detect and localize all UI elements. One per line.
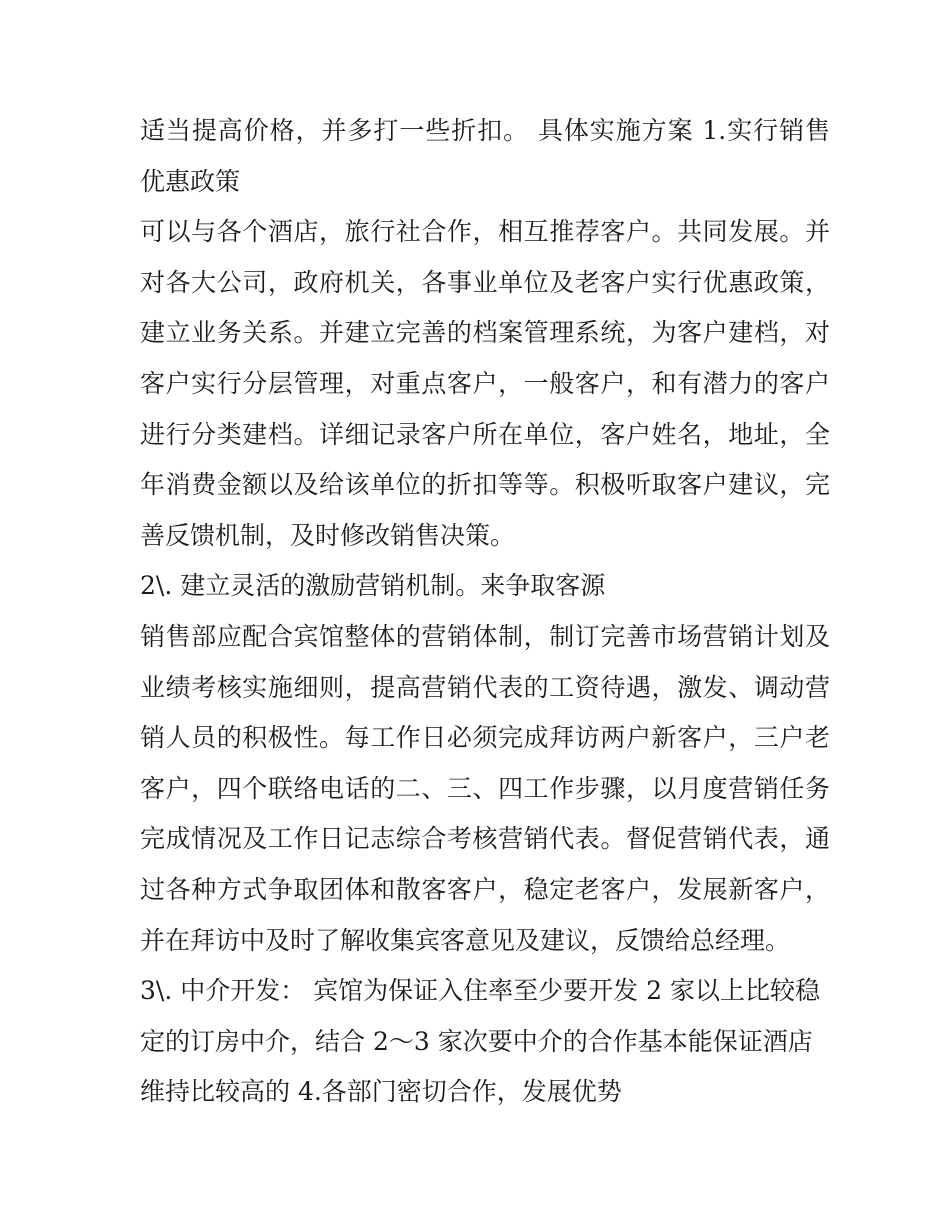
text-line: 销人员的积极性。每工作日必须完成拜访两户新客户，三户老: [140, 723, 830, 753]
text-line: 年消费金额以及给该单位的折扣等等。积极听取客户建议，完: [140, 470, 830, 500]
text-line: 可以与各个酒店，旅行社合作，相互推荐客户。共同发展。并: [140, 217, 830, 247]
text-line: 适当提高价格，并多打一些折扣。 具体实施方案 1.实行销售: [140, 116, 830, 145]
text-line: 客户实行分层管理，对重点客户，一般客户，和有潜力的客户: [140, 368, 830, 398]
text-line: 客户，四个联络电话的二、三、四工作步骤，以月度营销任务: [140, 773, 830, 803]
text-line: 建立业务关系。并建立完善的档案管理系统，为客户建档，对: [140, 318, 830, 348]
text-line: 定的订房中介，结合 2～3 家次要中介的合作基本能保证酒店: [140, 1026, 813, 1056]
text-line: 并在拜访中及时了解收集宾客意见及建议，反馈给总经理。: [140, 925, 791, 955]
text-line: 过各种方式争取团体和散客客户，稳定老客户，发展新客户，: [140, 874, 830, 904]
section-heading: 3\. 中介开发： 宾馆为保证入住率至少要开发 2 家以上比较稳: [140, 976, 820, 1006]
document-body: [140, 106, 830, 1118]
text-line: 对各大公司，政府机关，各事业单位及老客户实行优惠政策，: [140, 267, 830, 297]
section-heading: 2\. 建立灵活的激励营销机制。来争取客源: [140, 571, 606, 601]
text-line: 完成情况及工作日记志综合考核营销代表。督促营销代表，通: [140, 824, 830, 854]
text-line: 销售部应配合宾馆整体的营销体制，制订完善市场营销计划及: [140, 621, 830, 651]
text-line: 善反馈机制，及时修改销售决策。: [140, 520, 516, 550]
text-line: 优惠政策: [140, 166, 241, 196]
text-line: 进行分类建档。详细记录客户所在单位，客户姓名，地址，全: [140, 419, 830, 449]
text-line: 业绩考核实施细则，提高营销代表的工资待遇，激发、调动营: [140, 672, 830, 702]
text-line: 维持比较高的 4.各部门密切合作，发展优势: [140, 1077, 622, 1107]
